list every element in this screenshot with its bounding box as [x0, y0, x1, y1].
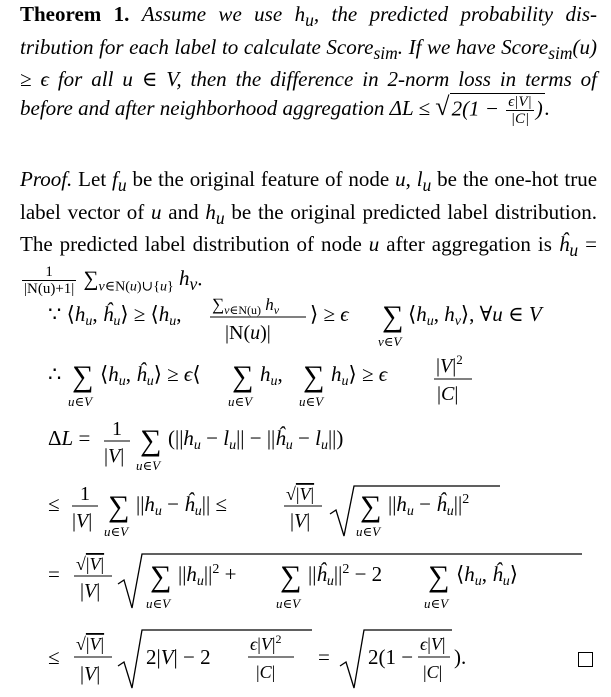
svg-text:u∈V: u∈V [104, 524, 129, 539]
svg-text:u∈V: u∈V [356, 524, 381, 539]
svg-text:u∈V: u∈V [136, 458, 161, 473]
svg-text:≤: ≤ [48, 645, 60, 669]
svg-text:|V|: |V| [104, 445, 125, 467]
svg-text:2(1 −: 2(1 − [368, 645, 414, 669]
svg-text:hu,: hu, [260, 362, 283, 389]
svg-text:hu⟩ ≥ ϵ: hu⟩ ≥ ϵ [331, 362, 388, 389]
svg-text:∵ ⟨hu, ĥu⟩ ≥ ⟨hu,: ∵ ⟨hu, ĥu⟩ ≥ ⟨hu, [48, 302, 182, 329]
equation-because [0, 296, 611, 356]
svg-text:u∈V: u∈V [68, 394, 93, 409]
svg-text:⟩ ≥ ϵ: ⟩ ≥ ϵ [310, 302, 349, 326]
svg-text:√|V|: √|V| [76, 634, 105, 654]
svg-text:∴: ∴ [48, 362, 62, 386]
equation-final [0, 624, 611, 692]
svg-text:|C|: |C| [437, 383, 459, 405]
svg-text:∑: ∑ [280, 560, 302, 593]
svg-text:v∈V: v∈V [378, 334, 402, 349]
svg-text:u∈V: u∈V [146, 596, 171, 611]
theorem-text: Assume we use $h_u$, the predicted probability distribution for each label to calculate Score$_{sim}$. If we have Score$_{sim}$(u) ≥ ϵ for all u ∈ V, then the difference in 2-norm loss in terms of before and after neighborhood aggregation ΔL ≤ √2(1 − $\frac{\epsilon|V|}{|C|}$ ). [20, 2, 597, 127]
theorem-block [20, 1, 597, 127]
svg-text:).: ). [454, 645, 467, 669]
svg-text:|C|: |C| [256, 662, 276, 682]
svg-text:||hu − ĥu|| ≤: ||hu − ĥu|| ≤ [136, 492, 227, 519]
svg-text:∑: ∑ [150, 560, 172, 593]
svg-text:∑: ∑ [232, 360, 254, 393]
svg-text:⟨hu, ĥu⟩ ≥ ϵ⟨: ⟨hu, ĥu⟩ ≥ ϵ⟨ [100, 362, 201, 389]
svg-text:∑: ∑ [140, 424, 162, 457]
svg-text:|V|: |V| [80, 663, 101, 685]
svg-text:||ĥu||2 − 2: $||ĥu||^2 - 2$ [308, 562, 383, 589]
svg-text:√|V|: √|V| [76, 554, 105, 574]
svg-text:∑: ∑ [303, 360, 325, 393]
svg-text:u∈V: u∈V [228, 394, 253, 409]
svg-text:ϵ|V|2: $\epsilon|V|^2$ [250, 632, 282, 654]
equation-delta-loss [0, 418, 611, 474]
proof-label: Proof. [20, 167, 73, 191]
svg-text:||hu − ĥu||2: $||hu - ĥu||^2$ [388, 492, 470, 519]
svg-text:∑: ∑ [428, 560, 450, 593]
svg-text:∑: ∑ [72, 360, 94, 393]
svg-text:|N(u)|: |N(u)| [225, 322, 271, 344]
qed-box-icon [578, 652, 593, 667]
svg-text:∑v∈N(u) hv: $\sum_v\in N(u)$ $h_v$ [212, 296, 280, 317]
svg-text:1: 1 [112, 418, 122, 440]
svg-text:=: = [48, 562, 60, 586]
svg-text:|V|2: $|V|^2$ [436, 354, 463, 377]
svg-text:√|V|: √|V| [286, 484, 315, 504]
svg-text:∑: ∑ [108, 490, 130, 523]
svg-text:|C|: |C| [423, 662, 443, 682]
svg-text:⟨hu, hv⟩, ∀u ∈ V: ⟨hu, hv⟩, ∀u ∈ V [408, 302, 542, 329]
svg-text:ϵ|V|: ϵ|V| [420, 634, 446, 654]
svg-text:1: 1 [80, 483, 90, 505]
svg-text:|V|: |V| [72, 510, 93, 532]
equation-therefore [0, 354, 611, 410]
equation-bound-1 [0, 480, 611, 542]
svg-text:∑: ∑ [360, 490, 382, 523]
svg-text:u∈V: u∈V [424, 596, 449, 611]
svg-text:u∈V: u∈V [299, 394, 324, 409]
proof-paragraph: Proof. Let $f_u$ be the original feature of node u, $l_u$ be the one-hot true label vector of u and $h_u$ be the original predicted label distribution. The predicted label distribution of node u after aggregation is $ĥ_u$ = $\frac{1}{|N(u)+1|}$ $\sum_{v\in N(u)\cup\{u\}}$ $h_v$. [20, 167, 598, 298]
svg-text:|V|: |V| [290, 510, 311, 532]
svg-text:⟨hu, ĥu⟩: ⟨hu, ĥu⟩ [456, 562, 518, 589]
equation-bound-2 [0, 548, 611, 616]
svg-text:∑: ∑ [382, 300, 404, 333]
svg-text:u∈V: u∈V [276, 596, 301, 611]
svg-text:|V|: |V| [80, 580, 101, 602]
svg-text:=: = [318, 645, 330, 669]
svg-text:≤: ≤ [48, 492, 60, 516]
svg-text:ΔL =: ΔL = [48, 426, 91, 450]
theorem-label: Theorem 1. [20, 2, 130, 26]
svg-text:(||hu − lu|| − ||ĥu − lu||): (||hu − lu|| − ||ĥu − lu||) [168, 426, 344, 453]
svg-text:||hu||2 +: $||hu||^2$ + [178, 562, 237, 589]
svg-text:2|V| − 2: 2|V| − 2 [146, 645, 211, 669]
